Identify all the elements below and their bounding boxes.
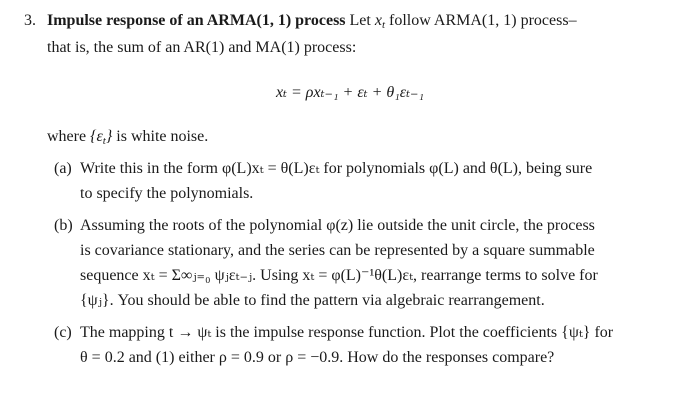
problem-number: 3. bbox=[24, 12, 36, 29]
part-a-label: (a) bbox=[54, 160, 72, 177]
part-c-line-2: θ = 0.2 and (1) either ρ = 0.9 or ρ = −0.9. How do the responses compare? bbox=[80, 349, 555, 366]
intro-line-2: that is, the sum of an AR(1) and MA(1) process: bbox=[47, 39, 357, 56]
intro-text-b: follow ARMA(1, 1) process– bbox=[389, 12, 577, 29]
where-line bbox=[47, 129, 208, 145]
part-b-line-1: Assuming the roots of the polynomial φ(z) lie outside the unit circle, the process bbox=[80, 217, 595, 234]
part-c-line-1: The mapping t → ψₜ is the impulse response function. Plot the coefficients {ψₜ} for bbox=[80, 324, 614, 341]
part-c-label: (c) bbox=[54, 324, 72, 341]
where-text-b: is white noise. bbox=[116, 128, 209, 145]
where-text-a: where bbox=[47, 128, 87, 145]
intro-text-a: Let bbox=[349, 12, 371, 29]
part-a-line-1: Write this in the form φ(L)xₜ = θ(L)εₜ for polynomials φ(L) and θ(L), being sure bbox=[80, 160, 593, 177]
part-b-line-2: is covariance stationary, and the series can be represented by a square summable bbox=[80, 242, 595, 259]
math-eps-set: $\{\varepsilon_t\}$ bbox=[90, 128, 113, 147]
part-a-line-2: to specify the polynomials. bbox=[80, 185, 254, 202]
math-x-t: $x_t$ bbox=[374, 12, 386, 31]
part-b-line-3: sequence xₜ = Σ∞ⱼ₌₀ ψⱼεₜ₋ⱼ. Using xₜ = φ(L)⁻¹θ(L)εₜ, rearrange terms to solve for bbox=[80, 267, 598, 284]
problem-title: Impulse response of an ARMA(1, 1) process bbox=[47, 12, 346, 29]
part-b-line-4: {ψⱼ}. You should be able to find the pattern via algebraic rearrangement. bbox=[80, 292, 545, 309]
part-b-label: (b) bbox=[54, 217, 73, 234]
equation-text: xₜ = ρxₜ₋₁ + εₜ + θ₁εₜ₋₁ bbox=[275, 84, 425, 101]
problem-header bbox=[47, 13, 577, 29]
display-equation bbox=[0, 85, 700, 101]
